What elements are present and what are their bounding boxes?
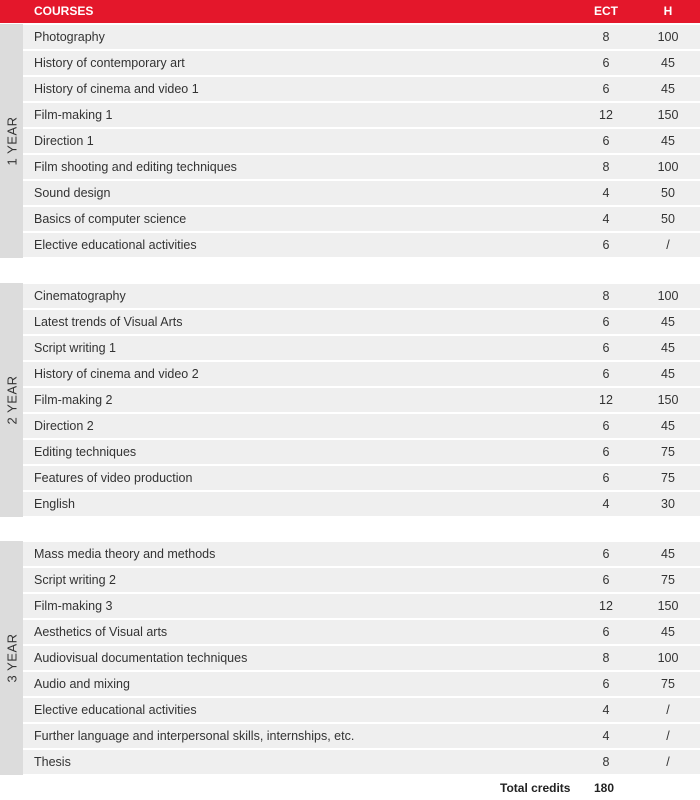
year-section: [0, 24, 700, 258]
course-hours: /: [666, 703, 670, 717]
table-row: [23, 76, 700, 102]
course-ect: 6: [602, 134, 610, 148]
course-ect: 6: [602, 625, 610, 639]
course-name: Script writing 1: [34, 341, 116, 355]
total-credits-value: 180: [594, 781, 615, 795]
course-name: History of cinema and video 1: [34, 82, 199, 96]
table-row: [23, 283, 700, 309]
course-name: Film-making 1: [34, 108, 113, 122]
table-row: [23, 567, 700, 593]
table-row: [23, 413, 700, 439]
course-hours: /: [666, 729, 670, 743]
table-row: [23, 671, 700, 697]
course-name: Further language and interpersonal skills, internships, etc.: [34, 729, 355, 743]
table-row: [23, 541, 700, 567]
course-name: Direction 1: [34, 134, 94, 148]
course-hours: 100: [657, 160, 679, 174]
course-ect: 6: [602, 82, 610, 96]
course-hours: 45: [661, 625, 675, 639]
course-hours: 50: [661, 212, 675, 226]
course-ect: 6: [602, 445, 610, 459]
table-row: [23, 50, 700, 76]
table-row: [23, 619, 700, 645]
course-ect: 4: [602, 497, 610, 511]
course-name: Film-making 3: [34, 599, 113, 613]
table-header: [0, 0, 700, 23]
table-row: [23, 206, 700, 232]
course-hours: 45: [661, 341, 675, 355]
course-hours: 45: [661, 547, 675, 561]
course-hours: /: [666, 755, 670, 769]
year-band: [0, 24, 23, 258]
course-ect: 6: [602, 471, 610, 485]
table-row: [23, 128, 700, 154]
course-name: Editing techniques: [34, 445, 137, 459]
course-hours: 45: [661, 134, 675, 148]
course-name: Basics of computer science: [34, 212, 187, 226]
course-hours: 75: [661, 573, 675, 587]
course-hours: 45: [661, 419, 675, 433]
course-name: Sound design: [34, 186, 111, 200]
table-row: [23, 697, 700, 723]
course-hours: 50: [661, 186, 675, 200]
table-row: [23, 232, 700, 258]
course-ect: 8: [602, 160, 610, 174]
header-hours: H: [663, 4, 673, 18]
course-hours: 100: [657, 30, 679, 44]
table-row: [23, 439, 700, 465]
year-label: 2 YEAR: [4, 375, 19, 425]
course-ect: 4: [602, 212, 610, 226]
year-label: 1 YEAR: [4, 116, 19, 166]
course-name: Latest trends of Visual Arts: [34, 315, 183, 329]
course-name: Film-making 2: [34, 393, 113, 407]
table-row: [23, 180, 700, 206]
course-ect: 4: [602, 186, 610, 200]
year-label: 3 YEAR: [4, 633, 19, 683]
course-name: Elective educational activities: [34, 238, 197, 252]
table-row: [23, 102, 700, 128]
course-ect: 6: [602, 341, 610, 355]
table-row: [23, 335, 700, 361]
course-ect: 8: [602, 651, 610, 665]
course-ect: 6: [602, 367, 610, 381]
course-hours: 75: [661, 471, 675, 485]
course-ect: 12: [599, 599, 613, 613]
year-section: [0, 283, 700, 517]
course-ect: 6: [602, 56, 610, 70]
course-ect: 8: [602, 289, 610, 303]
course-name: Audiovisual documentation techniques: [34, 651, 248, 665]
course-ect: 6: [602, 573, 610, 587]
course-name: Aesthetics of Visual arts: [34, 625, 168, 639]
course-ect: 6: [602, 238, 610, 252]
course-hours: 150: [657, 393, 679, 407]
course-ect: 6: [602, 419, 610, 433]
course-ect: 6: [602, 677, 610, 691]
course-ect: 4: [602, 703, 610, 717]
table-row: [23, 645, 700, 671]
table-row: [23, 154, 700, 180]
table-row: [23, 309, 700, 335]
table-row: [23, 593, 700, 619]
course-name: History of contemporary art: [34, 56, 185, 70]
course-ect: 12: [599, 393, 613, 407]
table-row: [23, 749, 700, 775]
course-name: Photography: [34, 30, 105, 44]
course-ect: 8: [602, 30, 610, 44]
table-row: [23, 24, 700, 50]
course-hours: 45: [661, 56, 675, 70]
course-ect: 12: [599, 108, 613, 122]
course-name: Audio and mixing: [34, 677, 130, 691]
course-ect: 4: [602, 729, 610, 743]
table-row: [23, 723, 700, 749]
course-name: Script writing 2: [34, 573, 116, 587]
course-hours: 100: [657, 651, 679, 665]
course-hours: 30: [661, 497, 675, 511]
course-name: History of cinema and video 2: [34, 367, 199, 381]
table-row: [23, 491, 700, 517]
table-row: [23, 465, 700, 491]
year-section: [0, 541, 700, 775]
course-name: Elective educational activities: [34, 703, 197, 717]
course-hours: /: [666, 238, 670, 252]
header-ect: ECT: [594, 4, 618, 18]
year-band: [0, 541, 23, 775]
course-ect: 6: [602, 547, 610, 561]
table-row: [23, 387, 700, 413]
course-name: Mass media theory and methods: [34, 547, 216, 561]
course-ect: 8: [602, 755, 610, 769]
course-name: Cinematography: [34, 289, 126, 303]
total-credits-label: Total credits: [500, 781, 571, 795]
course-hours: 75: [661, 677, 675, 691]
year-band: [0, 283, 23, 517]
course-hours: 45: [661, 367, 675, 381]
header-courses: COURSES: [34, 4, 94, 18]
course-hours: 100: [657, 289, 679, 303]
course-hours: 150: [657, 599, 679, 613]
course-hours: 45: [661, 82, 675, 96]
course-ect: 6: [602, 315, 610, 329]
course-name: Features of video production: [34, 471, 193, 485]
course-name: Direction 2: [34, 419, 94, 433]
course-name: Thesis: [34, 755, 71, 769]
course-name: English: [34, 497, 75, 511]
course-name: Film shooting and editing techniques: [34, 160, 237, 174]
course-hours: 45: [661, 315, 675, 329]
course-hours: 150: [657, 108, 679, 122]
table-row: [23, 361, 700, 387]
course-hours: 75: [661, 445, 675, 459]
